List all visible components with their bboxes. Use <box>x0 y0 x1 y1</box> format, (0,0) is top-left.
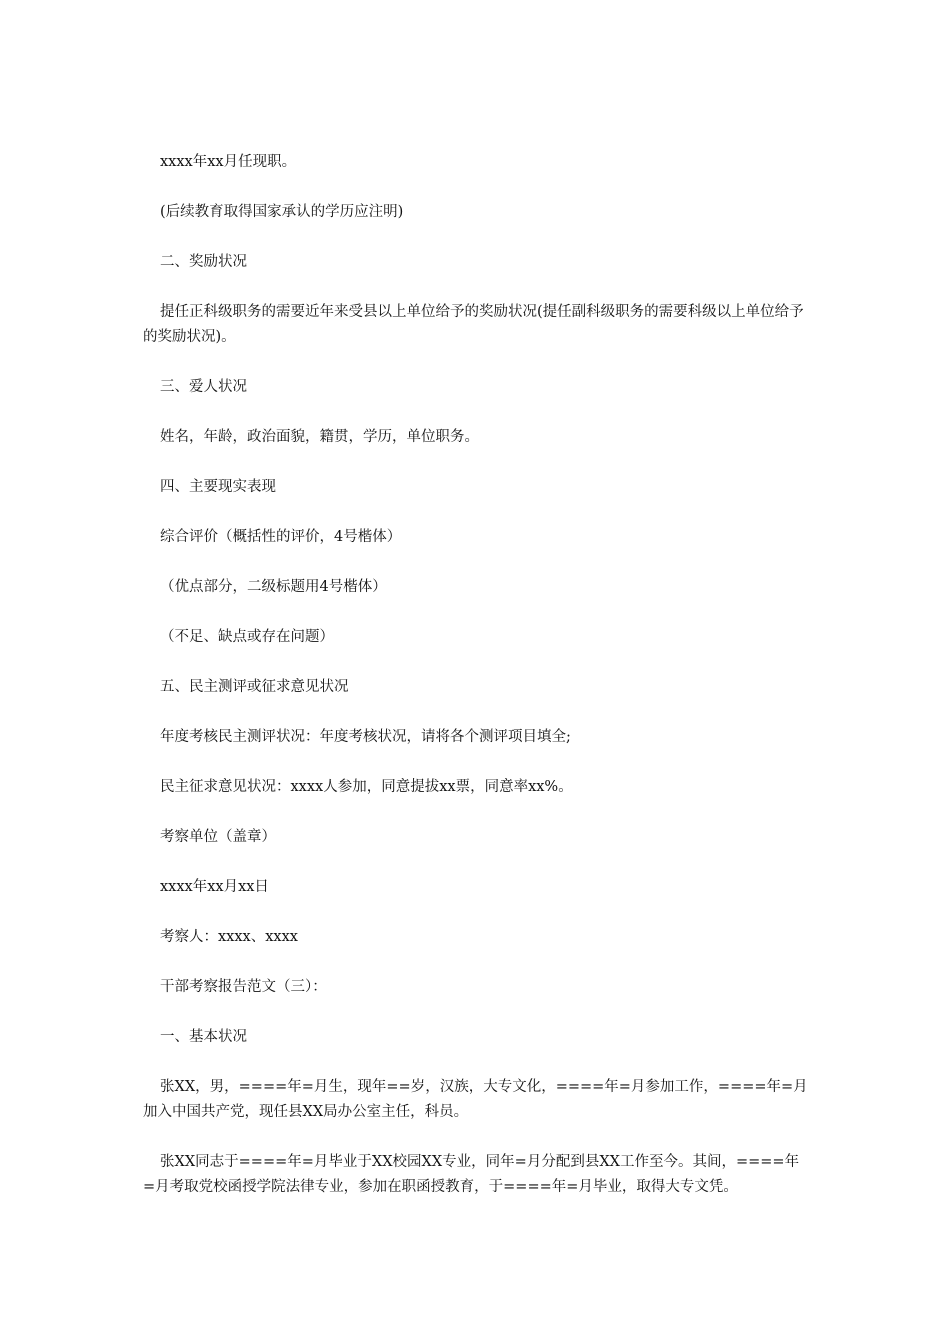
heading-awards: 二、奖励状况 <box>160 254 247 270</box>
paragraph-annual-evaluation: 年度考核民主测评状况：年度考核状况，请将各个测评项目填全; <box>160 729 571 745</box>
paragraph-strengths: （优点部分，二级标题用4号楷体） <box>160 579 387 595</box>
paragraph-education-note: (后续教育取得国家承认的学历应注明) <box>160 204 404 220</box>
paragraph-inspection-unit: 考察单位（盖章） <box>160 829 276 845</box>
paragraph-weaknesses: （不足、缺点或存在问题） <box>160 629 334 645</box>
heading-sample-three: 干部考察报告范文（三）： <box>160 979 327 995</box>
paragraph-basic-info-detail: 张XX，男，====年=月生，现年==岁，汉族，大专文化，====年=月参加工作，====年=月加入中国共产党，现任县XX局办公室主任，科员。 <box>143 1079 808 1120</box>
paragraph-opinion-survey: 民主征求意见状况：xxxx人参加，同意提拔xx票，同意率xx%。 <box>160 779 573 795</box>
paragraph-education-history: 张XX同志于====年=月毕业于XX校园XX专业，同年=月分配到县XX工作至今。其间，====年=月考取党校函授学院法律专业，参加在职函授教育，于====年=月毕业，取得大专文凭。 <box>143 1154 800 1195</box>
heading-democratic-evaluation: 五、民主测评或征求意见状况 <box>160 679 349 695</box>
heading-spouse: 三、爱人状况 <box>160 379 247 395</box>
paragraph-awards-detail: 提任正科级职务的需要近年来受县以上单位给予的奖励状况(提任副科级职务的需要科级以上单位给予的奖励状况)。 <box>143 304 804 345</box>
paragraph-spouse-detail: 姓名，年龄，政治面貌，籍贯，学历，单位职务。 <box>160 429 479 445</box>
heading-main-performance: 四、主要现实表现 <box>160 479 276 495</box>
paragraph-inspectors: 考察人：xxxx、xxxx <box>160 929 298 945</box>
heading-basic-info: 一、基本状况 <box>160 1029 247 1045</box>
paragraph-overall-evaluation: 综合评价（概括性的评价，4号楷体） <box>160 529 402 545</box>
paragraph-date: xxxx年xx月xx日 <box>160 879 269 895</box>
paragraph-current-position: xxxx年xx月任现职。 <box>160 154 297 170</box>
